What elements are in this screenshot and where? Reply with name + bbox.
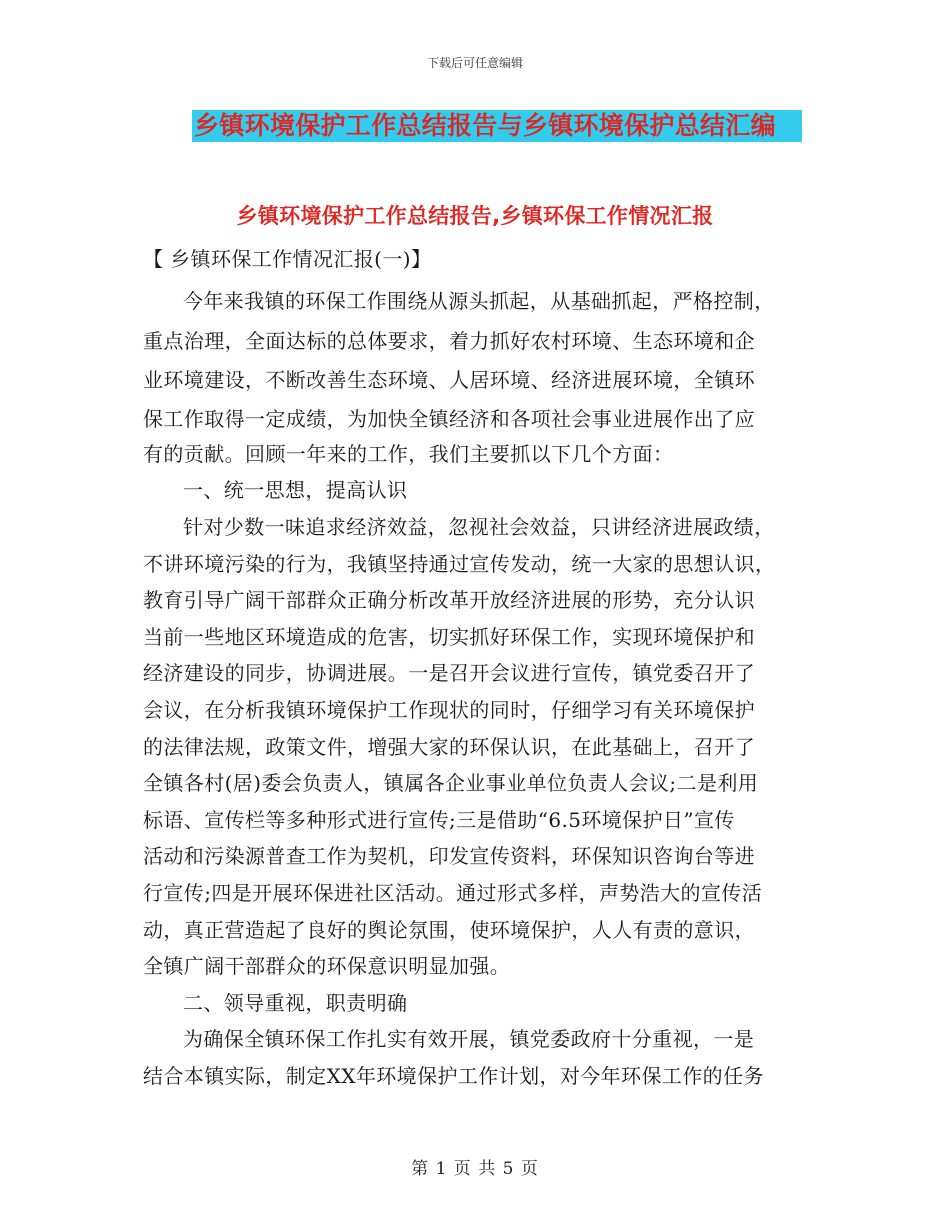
subsection-heading: 二、领导重视，职责明确 [183,991,408,1015]
paragraph-line: 业环境建设，不断改善生态环境、人居环境、经济进展环境，全镇环 [143,368,755,392]
paragraph-line: 重点治理，全面达标的总体要求，着力抓好农村环境、生态环境和企 [143,329,755,353]
paragraph-line: 经济建设的同步，协调进展。一是召开会议进行宣传，镇党委召开了 [143,661,755,685]
page-header-note: 下载后可任意编辑 [426,56,523,70]
section-heading: 【 乡镇环保工作情况汇报(一)】 [143,247,432,271]
subsection-heading: 一、统一思想，提高认识 [183,478,408,502]
paragraph-line: 标语、宣传栏等多种形式进行宣传;三是借助“6.5环境保护日”宣传 [143,808,735,832]
paragraph-line: 的法律法规，政策文件，增强大家的环保认识，在此基础上，召开了 [143,735,755,759]
page-footer: 第 1 页 共 5 页 [411,1159,539,1179]
paragraph-line: 不讲环境污染的行为，我镇坚持通过宣传发动，统一大家的思想认识， [143,552,776,576]
paragraph-line: 当前一些地区环境造成的危害，切实抓好环保工作，实现环境保护和 [143,625,755,649]
paragraph-line: 结合本镇实际，制定XX年环境保护工作计划，对今年环保工作的任务 [143,1064,764,1088]
paragraph-line: 全镇广阔干部群众的环保意识明显加强。 [143,954,511,978]
main-title-highlight [192,110,802,142]
paragraph-line: 会议，在分析我镇环境保护工作现状的同时，仔细学习有关环境保护 [143,698,755,722]
paragraph-line: 为确保全镇环保工作扎实有效开展，镇党委政府十分重视，一是 [183,1027,755,1051]
main-title: 乡镇环境保护工作总结报告与乡镇环境保护总结汇编 [194,111,776,140]
paragraph-line: 行宣传;四是开展环保进社区活动。通过形式多样，声势浩大的宣传活 [143,881,763,905]
paragraph-line: 教育引导广阔干部群众正确分析改革开放经济进展的形势，充分认识 [143,588,755,612]
paragraph-line: 有的贡献。回顾一年来的工作，我们主要抓以下几个方面： [143,442,674,466]
paragraph-line: 保工作取得一定成绩，为加快全镇经济和各项社会事业进展作出了应 [143,407,755,431]
paragraph-line: 动，真正营造起了良好的舆论氛围，使环境保护，人人有责的意识， [143,918,755,942]
paragraph-line: 今年来我镇的环保工作围绕从源头抓起，从基础抓起，严格控制， [183,289,775,313]
paragraph-line: 针对少数一味追求经济效益，忽视社会效益，只讲经济进展政绩， [183,515,775,539]
sub-title: 乡镇环境保护工作总结报告,乡镇环保工作情况汇报 [236,204,714,228]
paragraph-line: 全镇各村(居)委会负责人，镇属各企业事业单位负责人会议;二是利用 [143,771,759,795]
paragraph-line: 活动和污染源普查工作为契机，印发宣传资料，环保知识咨询台等进 [143,844,755,868]
